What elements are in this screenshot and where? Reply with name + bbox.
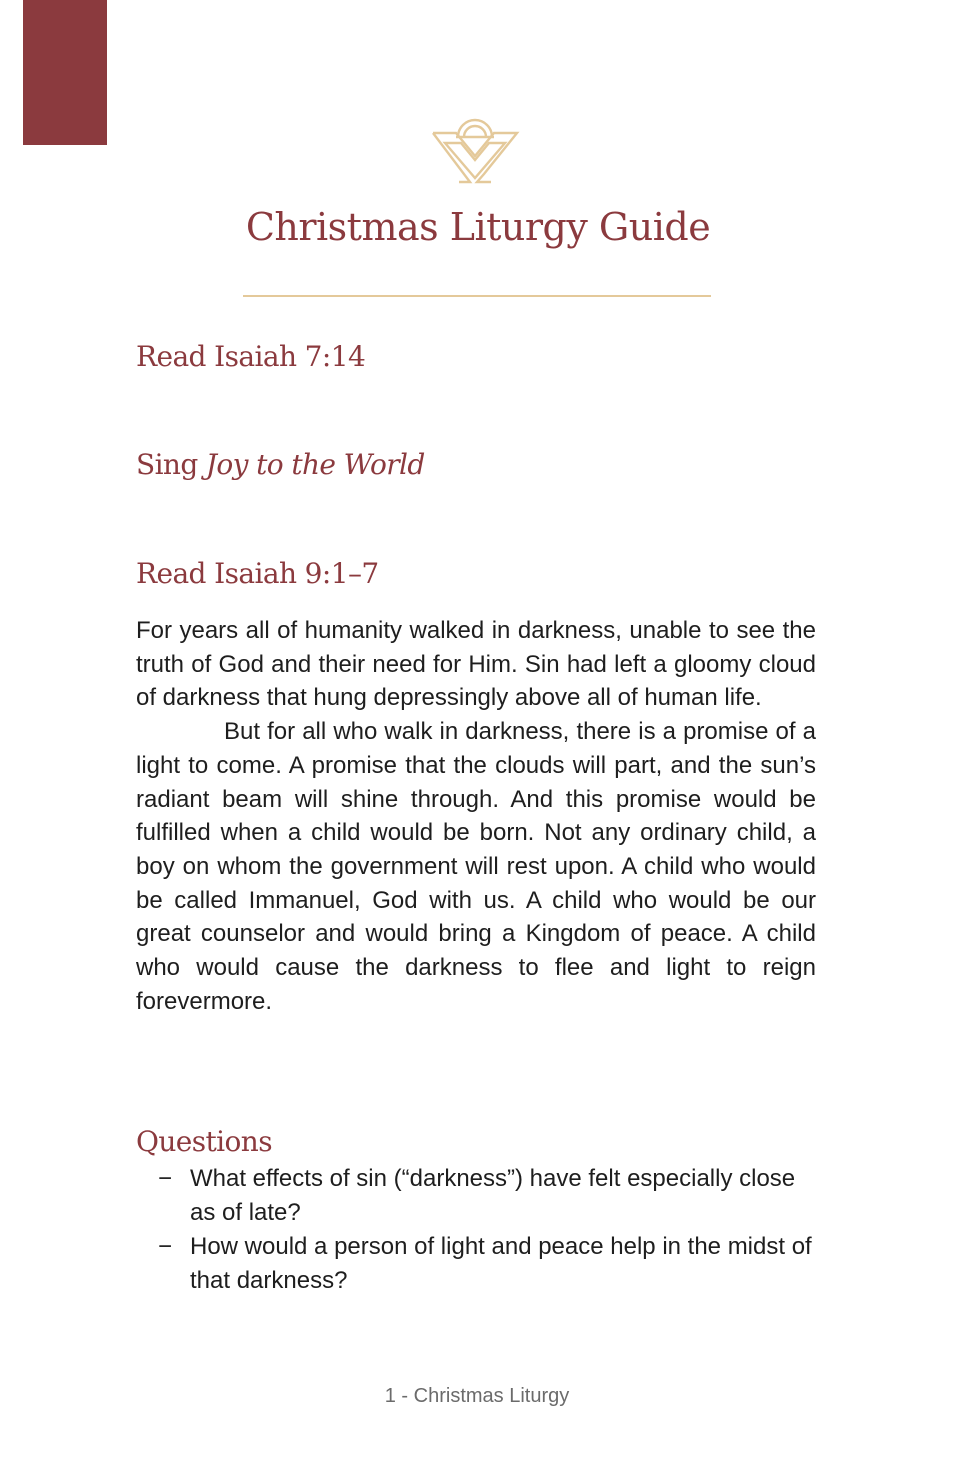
corner-tab-decoration [23,0,107,145]
logo-icon [425,112,525,188]
reflection-body [136,614,816,1018]
question-text: How would a person of light and peace help in the midst of that darkness? [190,1233,812,1294]
reflection-paragraph: But for all who walk in darkness, there is a promise of a light to come. A promise that the clouds will part, and the sun’s radiant beam will shine through. And this promise would be fulfilled when a child would be born. Not any ordinary child, a boy on whom the government will rest upon. A child who would be called Immanuel, God with us. A child who would be our great counselor and would bring a Kingdom of peace. A child who would cause the darkness to flee and light to reign forevermore. [136,718,816,1015]
question-item [158,1162,818,1230]
title-divider [243,295,711,297]
dash-bullet: − [158,1165,173,1192]
section-heading-read-isaiah-7-14: Read Isaiah 7:14 [136,340,366,373]
section-heading-questions: Questions [136,1125,272,1158]
reflection-paragraph: For years all of humanity walked in darkness, unable to see the truth of God and their need for Him. Sin had left a gloomy cloud of darkness that hung depressingly above all of human life. [136,617,816,712]
dash-bullet: − [158,1233,173,1260]
page-footer: 1 - Christmas Liturgy [384,1385,570,1407]
section-heading-read-isaiah-9-1-7: Read Isaiah 9:1–7 [136,557,379,590]
section-heading-sing [136,448,425,481]
question-text: What effects of sin (“darkness”) have felt especially close as of late? [190,1165,796,1226]
sing-label: Sing [136,448,198,481]
question-item [158,1230,818,1298]
song-title: Joy to the World [205,448,425,481]
document-title: Christmas Liturgy Guide [245,205,711,249]
questions-list [158,1162,818,1298]
